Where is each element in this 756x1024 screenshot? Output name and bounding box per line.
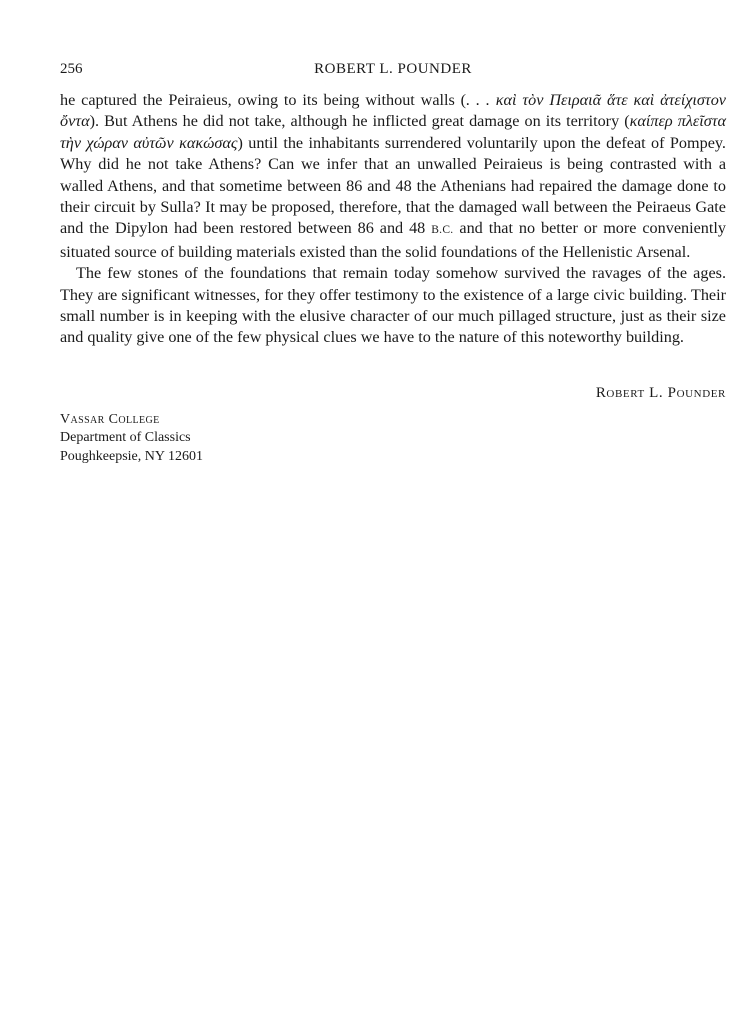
greek-quotation-2: καίπερ πλεῖστα τὴν χώραν αὐτῶν κακώσας (60, 112, 726, 152)
running-title: ROBERT L. POUNDER (314, 61, 472, 77)
page (60, 58, 726, 466)
page-number: 256 (60, 61, 83, 77)
greek-quotation-1: . . . καὶ τὸν Πειραιᾶ ἅτε καὶ ἀτείχιστον ὄντα (60, 91, 726, 131)
paragraph-1-text-b: ). But Athens he did not take, although he inflicted great damage on its territory ( (89, 112, 630, 131)
paragraph-1-text-d: and that no better or more conveniently situated source of building materials existed than the solid foundations of the Hellenistic Arsenal. (60, 219, 726, 261)
paragraph-1-text-a: he captured the Peiraieus, owing to its being without walls ( (60, 91, 467, 109)
article-body (60, 90, 726, 349)
department: Department of Classics (60, 430, 191, 446)
city-line: Poughkeepsie, NY 12601 (60, 448, 203, 464)
institution: Vassar College (60, 411, 160, 427)
paragraph-1 (60, 90, 726, 263)
author-signature: Robert L. Pounder (595, 384, 726, 401)
author-address (60, 411, 726, 467)
paragraph-2: The few stones of the foundations that remain today somehow survived the ravages of the ages. They are significant witnesses, for they offer testimony to the existence of a large civic building. Their small number is in keeping with the elusive character of our much pillaged structure, just as their size and quality give one of the few physical clues we have to the nature of this noteworthy building. (60, 264, 726, 347)
paragraph-1-text-c: ) until the inhabitants surrendered voluntarily upon the defeat of Pompey. Why did he not take Athens? Can we infer that an unwalled Peiraieus is being contrasted with a walled Athens, and that sometime between 86 and 48 the Athenians had repaired the damage done to their circuit by Sulla? It may be proposed, therefore, that the damaged wall between the Peiraeus Gate and the Dipylon had been restored between 86 and 48 (60, 133, 726, 238)
era-abbreviation: B.C. (431, 224, 454, 237)
running-head (60, 58, 726, 80)
